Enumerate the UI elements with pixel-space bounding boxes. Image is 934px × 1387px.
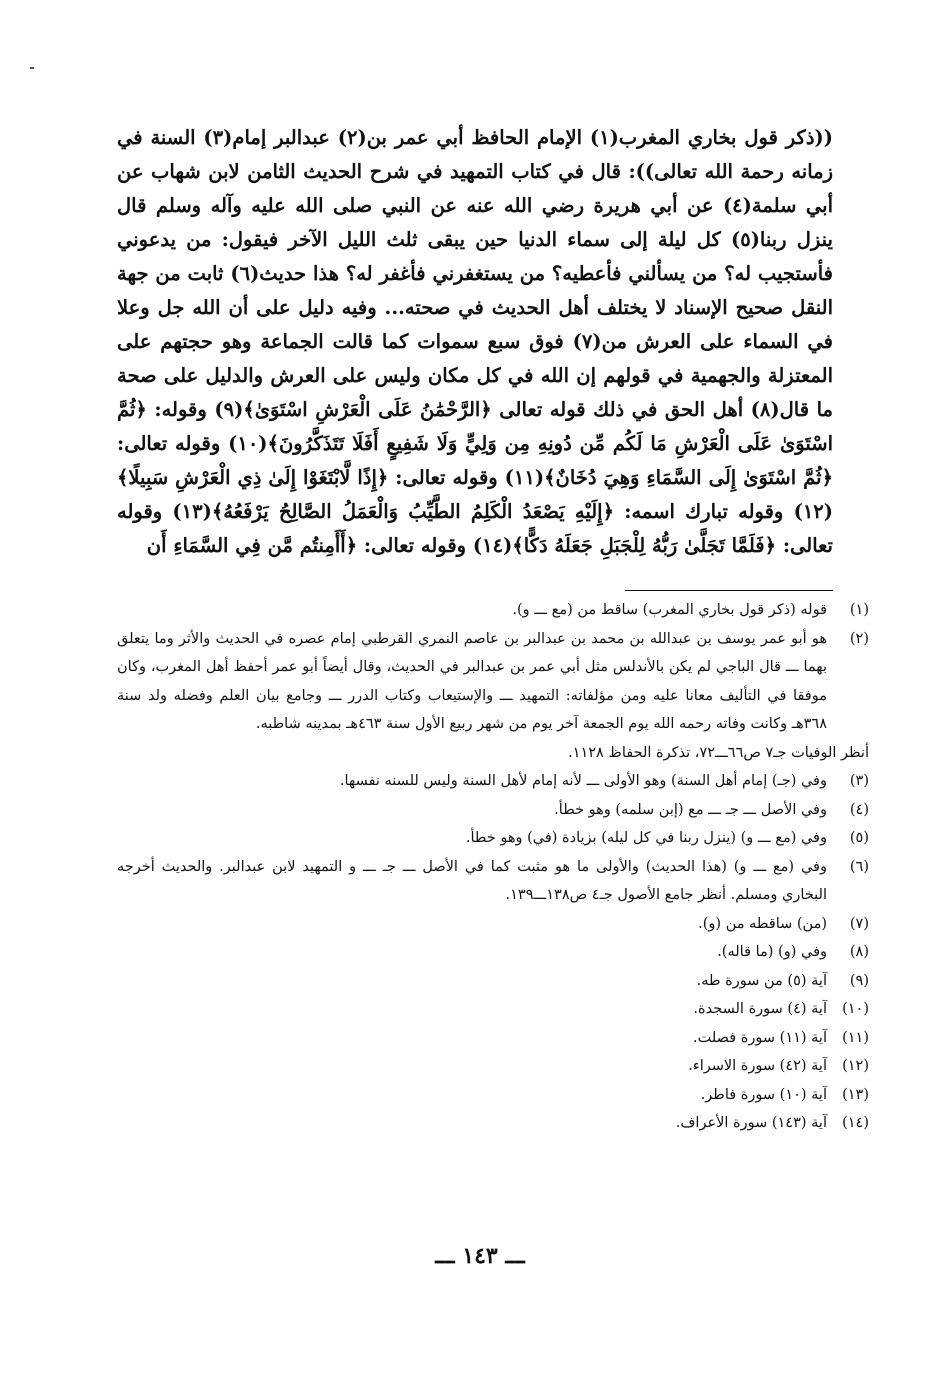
footnotes — [117, 596, 869, 1138]
footnote-number: (١) — [849, 602, 869, 618]
footnote-text: وفي (و) (ما قاله). — [717, 944, 827, 960]
footnote-number: (٤) — [849, 801, 869, 818]
footnote-4 — [117, 796, 869, 825]
footnote-text: وفي الأصل ـــ جـ ـــ مع (إبن سلمه) وهو خطأ. — [554, 801, 827, 818]
footnote-text: آية (٤) سورة السجدة. — [693, 1001, 827, 1017]
footnote-number: (٦) — [849, 858, 869, 875]
footnote-1 — [117, 596, 869, 625]
footnote-7 — [117, 910, 869, 939]
footnote-text: آية (٤٢) سورة الاسراء. — [688, 1058, 827, 1074]
footnote-number: (٣) — [849, 773, 869, 789]
footnote-number: (١٣) — [842, 1086, 869, 1103]
footnote-number: (٥) — [849, 830, 869, 846]
page-number: ـــ ١٤٣ ـــ — [435, 1243, 525, 1269]
footnote-6 — [117, 853, 869, 910]
footnote-10 — [117, 995, 869, 1024]
footnote-8 — [117, 938, 869, 967]
footnote-text: وفي (مع ـــ و) (هذا الحديث) والأولى ما هو مثبت كما في الأصل ـــ جـ ـــ و التمهيد لابن عبدالبر. والحديث أخرجه البخاري ومسلم. أنظر جامع الأصول جـ٤ ص١٣٨ـــ١٣٩. — [117, 858, 827, 903]
footnote-12 — [117, 1052, 869, 1081]
footnote-11 — [117, 1024, 869, 1053]
footnote-9 — [117, 967, 869, 996]
footnote-text: أنظر الوفيات جـ٧ ص٦٦ـــ٧٢، تذكرة الحفاظ ١١٢٨. — [568, 744, 869, 761]
footnote-number: (٧) — [849, 915, 869, 932]
footnote-3 — [117, 767, 869, 796]
main-paragraph: ((ذكر قول بخاري المغرب(١) الإمام الحافظ أبي عمر بن(٢) عبدالبر إمام(٣) السنة في زمانه رحمة الله تعالى)): قال في كتاب التمهيد في شرح الحديث الثامن لابن شهاب عن أبي سلمة(٤) عن أبي هريرة رضي الله عنه عن النبي صلى الله عليه وآله وسلم قال ينزل ربنا(٥) كل ليلة إلى سماء الدنيا حين يبقى ثلث الليل الآخر فيقول: من يدعوني فأستجيب له؟ من يسألني فأعطيه؟ من يستغفرني فأغفر له؟ هذا حديث(٦) ثابت من جهة النقل صحيح الإسناد لا يختلف أهل الحديث في صحته... وفيه دليل على أن الله جل وعلا في السماء على العرش من(٧) فوق سبع سموات كما قالت الجماعة وهو حجتهم على المعتزلة والجهمية في قولهم إن الله في كل مكان وليس على العرش والدليل على صحة ما قال(٨) أهل الحق في ذلك قوله تعالى ﴿الرَّحْمَٰنُ عَلَى الْعَرْشِ اسْتَوَىٰ﴾(٩) وقوله: ﴿ثُمَّ اسْتَوَىٰ عَلَى الْعَرْشِ مَا لَكُم مِّن دُونِهِ مِن وَلِيٍّ وَلَا شَفِيعٍ أَفَلَا تَتَذَكَّرُونَ﴾(١٠) وقوله تعالى: ﴿ثُمَّ اسْتَوَىٰ إِلَى السَّمَاءِ وَهِيَ دُخَانٌ﴾(١١) وقوله تعالى: ﴿إِذًا لَّابْتَغَوْا إِلَىٰ ذِي الْعَرْشِ سَبِيلًا﴾(١٢) وقوله تبارك اسمه: ﴿إِلَيْهِ يَصْعَدُ الْكَلِمُ الطَّيِّبُ وَالْعَمَلُ الصَّالِحُ يَرْفَعُهُ﴾(١٣) وقوله تعالى: ﴿فَلَمَّا تَجَلَّىٰ رَبُّهُ لِلْجَبَلِ جَعَلَهُ دَكًّا﴾(١٤) وقوله تعالى: ﴿أَأَمِنتُم مَّن فِي السَّمَاءِ أَن — [117, 126, 834, 557]
footnote-text: هو أبو عمر يوسف بن عبدالله بن محمد بن عبدالبر بن عاصم النمري القرطبي إمام عصره في الحديث والأثر وما يتعلق بهما ـــ قال الباجي لم يكن بالأندلس مثل أبي عمر بن عبدالبر في الحديث، وقال أيضاً أبو عمر أحفظ أهل المغرب، وكان موفقا في التأليف معانا عليه ومن مؤلفاته: التمهيد ـــ والإستيعاب وكتاب الدرر ـــ وجامع بيان العلم وفضله ولد سنة ٣٦٨هـ وكانت وفاته رحمه الله يوم الجمعة آخر يوم من شهر ربيع الأول سنة ٤٦٣هـ بمدينه شاطبه. — [117, 630, 827, 732]
footnote-number: (١٤) — [842, 1115, 869, 1131]
footnote-number: (٩) — [849, 972, 869, 989]
footnote-text: قوله (ذكر قول بخاري المغرب) ساقط من (مع ـــ و). — [512, 602, 827, 618]
scan-speck — [30, 67, 34, 69]
footnote-number: (١١) — [842, 1029, 869, 1046]
footnote-5 — [117, 824, 869, 853]
main-text-block — [117, 121, 833, 563]
footnote-text: آية (١٠) سورة فاطر. — [700, 1086, 827, 1103]
footnote-text: آية (٥) من سورة طه. — [696, 972, 827, 989]
footnote-2 — [117, 625, 869, 739]
footnote-13 — [117, 1081, 869, 1110]
footnote-text: (من) ساقطه من (و). — [698, 915, 827, 932]
footnote-14 — [117, 1109, 869, 1138]
footnote-text: آية (١٤٣) سورة الأعراف. — [675, 1115, 827, 1131]
footnote-text: وفي (مع ـــ و) (ينزل ربنا في كل ليله) بزيادة (في) وهو خطأ. — [465, 830, 827, 846]
footnote-divider — [625, 590, 833, 591]
footnote-text: وفي (جـ) إمام أهل السنة) وهو الأولى ـــ لأنه إمام لأهل السنة وليس للسنه نفسها. — [339, 773, 827, 789]
footnote-number: (١٠) — [842, 1001, 869, 1017]
footnote-text: آية (١١) سورة فصلت. — [693, 1029, 827, 1046]
footnote-number: (٨) — [849, 944, 869, 960]
footnote-number: (١٢) — [842, 1058, 869, 1074]
footnote-number: (٢) — [849, 630, 869, 647]
footnote-2-reference — [117, 739, 869, 768]
